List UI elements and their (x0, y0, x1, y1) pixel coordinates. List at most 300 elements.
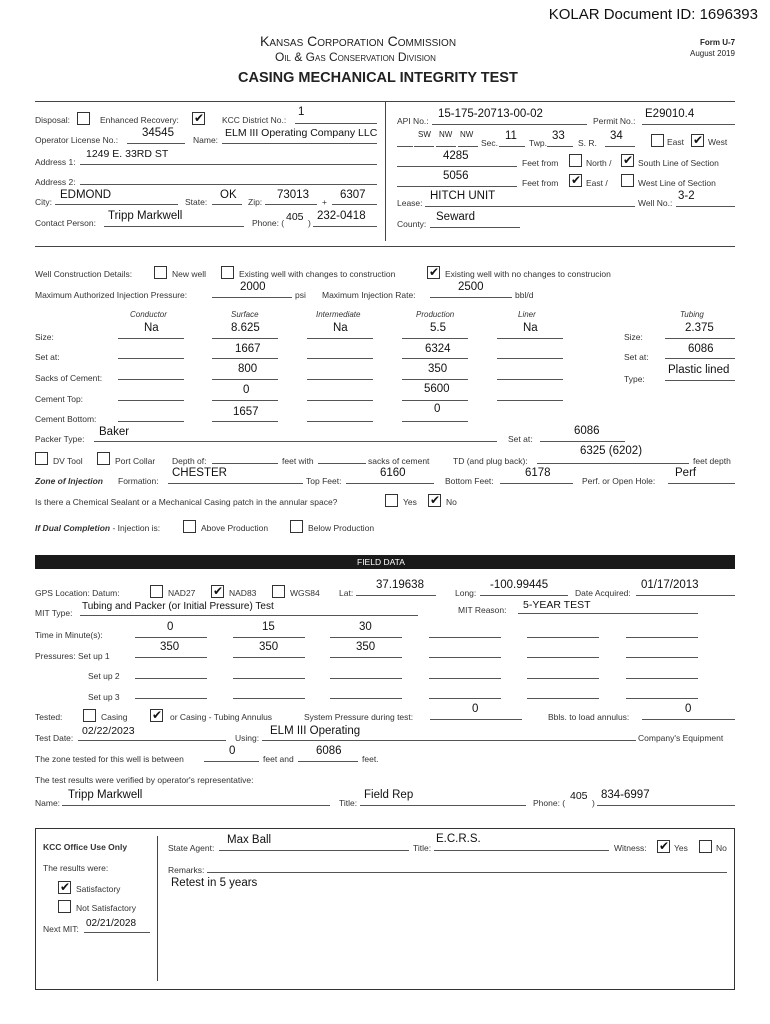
pressure-3[interactable]: 350 (356, 641, 376, 653)
zip4-line (332, 204, 377, 205)
ft1-line (397, 166, 517, 167)
table-cell-line (497, 379, 563, 380)
time-2[interactable]: 15 (262, 621, 275, 633)
table-cell-line (118, 358, 184, 359)
packer-set-label: Set at: (508, 434, 533, 444)
pressure-cell-line (429, 678, 501, 679)
psi-label: psi (295, 290, 306, 300)
range-value[interactable]: 34 (610, 130, 623, 142)
pressure-cell-line (135, 657, 207, 658)
not-satisfactory-checkbox[interactable] (58, 900, 71, 913)
range-line (605, 146, 635, 147)
table-cell-line (212, 358, 278, 359)
table-cell-line (118, 379, 184, 380)
pressure-cell-line (527, 657, 599, 658)
table-cell-line (402, 421, 468, 422)
ft2-value[interactable]: 5056 (443, 170, 469, 182)
col-intermediate: Intermediate (316, 310, 361, 319)
mit-type-value[interactable]: Tubing and Packer (or Initial Pressure) Test (82, 601, 274, 612)
sec-value[interactable]: 11 (505, 130, 517, 142)
new-well-label: New well (172, 269, 207, 279)
dv-tool-label: DV Tool (53, 456, 83, 466)
contact-label: Contact Person: (35, 218, 96, 228)
bottom-feet-value[interactable]: 6178 (525, 467, 551, 479)
table-cell-line (307, 400, 373, 401)
dual-completion-label: If Dual Completion (35, 523, 111, 533)
col-conductor: Conductor (130, 310, 167, 319)
phone-value[interactable]: 232-0418 (317, 210, 366, 222)
nad27-label: NAD27 (168, 588, 196, 598)
operator-name-value[interactable]: ELM III Operating Company LLC (225, 127, 378, 139)
port-collar-label: Port Collar (115, 456, 156, 466)
table-cell-line (497, 338, 563, 339)
company-equipment-label: Company's Equipment (638, 733, 724, 743)
table-cell-line (118, 400, 184, 401)
pressure-2[interactable]: 350 (259, 641, 279, 653)
city-value[interactable]: EDMOND (60, 189, 112, 201)
well-line (676, 206, 735, 207)
sealant-yes-label: Yes (403, 497, 417, 507)
perf-value[interactable]: Perf (675, 467, 697, 479)
zone-to-line (298, 761, 358, 762)
witness-no-label: No (716, 843, 727, 853)
existing-no-changes-label: Existing well with no changes to construcion (445, 269, 611, 279)
existing-no-changes-checkbox[interactable] (427, 266, 440, 279)
pressure-cell-line (626, 637, 698, 638)
commission-name: Kansas Corporation Commission (260, 33, 457, 49)
ft2-line (397, 186, 517, 187)
twp-label: Twp. (529, 138, 547, 148)
casing-tubing-checkbox[interactable] (150, 709, 163, 722)
quarter-sw[interactable]: SW (418, 130, 431, 139)
table-cell-line (307, 379, 373, 380)
operator-name-line (222, 143, 377, 144)
feet-label: feet. (362, 754, 379, 764)
wgs84-label: WGS84 (290, 588, 320, 598)
test-date-value[interactable]: 02/22/2023 (82, 725, 135, 737)
formation-value[interactable]: CHESTER (172, 467, 227, 479)
pressure-cell-line (135, 698, 207, 699)
table-cell-line (307, 421, 373, 422)
table-cell-line (497, 400, 563, 401)
table-cell-line (402, 338, 468, 339)
zone-to-value[interactable]: 6086 (316, 745, 342, 757)
state-label: State: (185, 197, 208, 207)
state-agent-line (219, 850, 409, 851)
state-agent-value[interactable]: Max Ball (227, 834, 272, 846)
north-label: North / (586, 158, 612, 168)
sacks-of-cement-label: sacks of cement (368, 456, 430, 466)
tubing-type-value[interactable]: Plastic lined (668, 364, 730, 376)
mit-type-label: MIT Type: (35, 608, 73, 618)
lease-value[interactable]: HITCH UNIT (430, 190, 496, 202)
pressure-cell-line (135, 678, 207, 679)
twp-value[interactable]: 33 (552, 130, 565, 142)
packer-label: Packer Type: (35, 434, 85, 444)
well-value[interactable]: 3-2 (678, 190, 695, 202)
existing-changes-label: Existing well with changes to construction (239, 269, 396, 279)
tubing-set-line (665, 358, 735, 359)
long-label: Long: (455, 588, 477, 598)
row-bottom-label: Cement Bottom: (35, 414, 97, 424)
surface-sacks[interactable]: 800 (238, 363, 258, 375)
time-3[interactable]: 30 (359, 621, 372, 633)
twp-line (547, 146, 573, 147)
district-label: KCC District No.: (222, 115, 287, 125)
table-cell-line (402, 358, 468, 359)
port-collar-checkbox[interactable] (97, 452, 110, 465)
zip-line (265, 204, 317, 205)
remarks-label: Remarks: (168, 865, 205, 875)
agent-title-label: Title: (413, 843, 432, 853)
ft1-value[interactable]: 4285 (443, 150, 469, 162)
county-label: County: (397, 219, 427, 229)
office-divider (157, 836, 158, 981)
long-line (480, 595, 568, 596)
next-mit-label: Next MIT: (43, 924, 79, 934)
formation-label: Formation: (118, 476, 159, 486)
pressure-cell-line (233, 637, 305, 638)
casing-label: Casing (101, 712, 128, 722)
west-checkbox[interactable] (691, 134, 704, 147)
next-mit-line (84, 932, 150, 933)
production-size[interactable]: 5.5 (430, 322, 446, 334)
system-pressure-label: System Pressure during test: (304, 712, 414, 722)
zip4-value[interactable]: 6307 (340, 189, 366, 201)
rep-phone-line (597, 805, 735, 806)
above-production-label: Above Production (201, 523, 269, 533)
zone-from-line (204, 761, 259, 762)
operator-license-label: Operator License No.: (35, 135, 119, 145)
north-checkbox[interactable] (569, 154, 582, 167)
bbls-label: Bbls. to load annulus: (548, 712, 630, 722)
quarter-nw-2[interactable]: NW (460, 130, 474, 139)
setup3-label: Set up 3 (88, 692, 120, 702)
pressure-cell-line (527, 678, 599, 679)
pressure-1[interactable]: 350 (160, 641, 180, 653)
tested-label: Tested: (35, 712, 63, 722)
api-line (432, 124, 587, 125)
field-data-heading: FIELD DATA (357, 557, 405, 567)
depth-of-label: Depth of: (172, 456, 207, 466)
nad83-label: NAD83 (229, 588, 257, 598)
enhanced-recovery-checkbox[interactable] (192, 112, 205, 125)
permit-line (642, 124, 735, 125)
witness-yes-checkbox[interactable] (657, 840, 670, 853)
table-cell-line (212, 421, 278, 422)
document-id: KOLAR Document ID: 1696393 (548, 6, 758, 23)
south-checkbox[interactable] (621, 154, 634, 167)
tubing-size-line (665, 338, 735, 339)
permit-label: Permit No.: (593, 116, 636, 126)
table-cell-line (402, 400, 468, 401)
west-line-label: West Line of Section (638, 178, 716, 188)
district-value[interactable]: 1 (298, 106, 305, 118)
rep-phone-area[interactable]: 405 (570, 790, 588, 802)
results-label: The results were: (43, 863, 109, 873)
rep-name-label: Name: (35, 798, 61, 808)
operator-license-line (127, 143, 185, 144)
city-line (55, 204, 178, 205)
state-value[interactable]: OK (220, 189, 237, 201)
west-line-checkbox[interactable] (621, 174, 634, 187)
table-cell-line (118, 338, 184, 339)
sec-label: Sec. (481, 138, 499, 148)
phone-line (313, 226, 377, 227)
enhanced-recovery-label: Enhanced Recovery: (100, 115, 179, 125)
quarter-line-3 (436, 146, 456, 147)
pressure-cell-line (233, 698, 305, 699)
using-value[interactable]: ELM III Operating (270, 725, 361, 737)
quarter-line-1 (397, 146, 413, 147)
surface-cement-bottom[interactable]: 1657 (233, 406, 259, 418)
remarks-value[interactable]: Retest in 5 years (171, 877, 258, 889)
agent-title-value[interactable]: E.C.R.S. (436, 833, 481, 845)
zone-of-injection-label: Zone of Injection (35, 476, 103, 486)
zip-label: Zip: (248, 197, 263, 207)
sealant-question: Is there a Chemical Sealant or a Mechanical Casing patch in the annular space? (35, 497, 338, 507)
row-size-label: Size: (35, 332, 54, 342)
max-rate-value[interactable]: 2500 (458, 281, 484, 293)
using-line (262, 740, 636, 741)
pressure-cell-line (626, 657, 698, 658)
mit-reason-label: MIT Reason: (458, 605, 507, 615)
lat-value[interactable]: 37.19638 (376, 579, 424, 591)
lat-label: Lat: (339, 588, 354, 598)
top-feet-label: Top Feet: (306, 476, 342, 486)
table-cell-line (497, 358, 563, 359)
permit-value[interactable]: E29010.4 (645, 108, 695, 120)
pressure-cell-line (330, 698, 402, 699)
mid-rule (35, 246, 735, 247)
time-label: Time in Minute(s): (35, 630, 103, 640)
address1-line (80, 164, 377, 165)
county-line (430, 227, 520, 228)
pressure-cell-line (330, 657, 402, 658)
pressure-cell-line (527, 698, 599, 699)
perf-line (668, 483, 735, 484)
time-1[interactable]: 0 (167, 621, 174, 633)
address2-label: Address 2: (35, 177, 76, 187)
mit-type-line (80, 615, 418, 616)
zip-value[interactable]: 73013 (277, 189, 309, 201)
system-pressure-value[interactable]: 0 (472, 703, 479, 715)
api-value[interactable]: 15-175-20713-00-02 (438, 108, 543, 120)
top-feet-value[interactable]: 6160 (380, 467, 406, 479)
next-mit-value[interactable]: 02/21/2028 (86, 918, 137, 929)
packer-value[interactable]: Baker (99, 426, 130, 438)
form-date: August 2019 (690, 49, 735, 58)
office-use-heading: KCC Office Use Only (43, 842, 128, 852)
td-value[interactable]: 6325 (6202) (580, 445, 643, 457)
conductor-size[interactable]: Na (144, 322, 159, 334)
max-pressure-value[interactable]: 2000 (240, 281, 266, 293)
dual-completion (35, 523, 160, 533)
feet-from-label-2: Feet from (522, 178, 559, 188)
south-label: South Line of Section (638, 158, 719, 168)
county-value[interactable]: Seward (436, 211, 475, 223)
max-pressure-line (212, 297, 292, 298)
west-label: West (708, 137, 728, 147)
construction-details-label: Well Construction Details: (35, 269, 133, 279)
below-production-label: Below Production (308, 523, 375, 533)
bottom-feet-line (500, 483, 573, 484)
bbls-value[interactable]: 0 (685, 703, 692, 715)
witness-label: Witness: (614, 843, 647, 853)
production-cement-top[interactable]: 5600 (424, 383, 450, 395)
sealant-no-checkbox[interactable] (428, 494, 441, 507)
district-line (295, 123, 377, 124)
existing-changes-checkbox[interactable] (221, 266, 234, 279)
east-line-label: East / (586, 178, 608, 188)
intermediate-size[interactable]: Na (333, 322, 348, 334)
production-sacks[interactable]: 350 (428, 363, 448, 375)
zone-from-value[interactable]: 0 (229, 745, 236, 757)
top-divider (385, 101, 386, 241)
rep-name-value[interactable]: Tripp Markwell (68, 789, 143, 801)
packer-set-value[interactable]: 6086 (574, 425, 600, 437)
state-line (212, 204, 242, 205)
bbl-label: bbl/d (515, 290, 534, 300)
nad27-checkbox[interactable] (150, 585, 163, 598)
dv-tool-checkbox[interactable] (35, 452, 48, 465)
col-surface: Surface (231, 310, 259, 319)
table-cell-line (212, 338, 278, 339)
table-cell-line (307, 358, 373, 359)
rep-title-value[interactable]: Field Rep (364, 789, 414, 801)
phone-label: Phone: ( (252, 218, 285, 228)
pressure-cell-line (429, 698, 501, 699)
phone-close: ) (308, 218, 311, 228)
below-production-checkbox[interactable] (290, 520, 303, 533)
production-cement-bottom[interactable]: 0 (434, 403, 441, 415)
dual-completion-rest: - Injection is: (110, 523, 161, 533)
setup2-label: Set up 2 (88, 671, 120, 681)
east-line-checkbox[interactable] (569, 174, 582, 187)
operator-license-value[interactable]: 34545 (142, 127, 174, 139)
disposal-label: Disposal: (35, 115, 70, 125)
pressure-cell-line (429, 657, 501, 658)
row-top-label: Cement Top: (35, 394, 84, 404)
satisfactory-checkbox[interactable] (58, 881, 71, 894)
well-label: Well No.: (638, 198, 673, 208)
surface-size[interactable]: 8.625 (231, 322, 260, 334)
rep-title-line (360, 805, 526, 806)
pressure-cell-line (233, 657, 305, 658)
tubing-set-value[interactable]: 6086 (688, 343, 714, 355)
td-label: TD (and plug back): (453, 456, 528, 466)
test-date-label: Test Date: (35, 733, 74, 743)
table-cell-line (212, 379, 278, 380)
quarter-line-4 (458, 146, 478, 147)
phone-area-value[interactable]: 405 (286, 211, 304, 223)
wgs84-checkbox[interactable] (272, 585, 285, 598)
pressure-cell-line (330, 637, 402, 638)
division-name: Oil & Gas Conservation Division (275, 50, 436, 64)
witness-no-checkbox[interactable] (699, 840, 712, 853)
table-cell-line (307, 338, 373, 339)
row-sacks-label: Sacks of Cement: (35, 373, 103, 383)
east-checkbox[interactable] (651, 134, 664, 147)
satisfactory-label: Satisfactory (76, 884, 121, 894)
gps-label: GPS Location: Datum: (35, 588, 120, 598)
long-value[interactable]: -100.99445 (490, 579, 549, 591)
remarks-line-1 (207, 872, 727, 873)
td-line (537, 463, 689, 464)
date-acquired-label: Date Acquired: (575, 588, 631, 598)
surface-cement-top[interactable]: 0 (243, 384, 250, 396)
feet-depth-label: feet depth (693, 456, 731, 466)
tubing-size-value[interactable]: 2.375 (685, 322, 714, 334)
lease-line (425, 206, 635, 207)
feet-with-label: feet with (282, 456, 314, 466)
address1-value[interactable]: 1249 E. 33RD ST (86, 148, 169, 160)
sacks-line (318, 463, 366, 464)
rep-phone-label: Phone: ( (533, 798, 566, 808)
row-set-label: Set at: (35, 352, 60, 362)
disposal-checkbox[interactable] (77, 112, 90, 125)
col-production: Production (416, 310, 455, 319)
casing-checkbox[interactable] (83, 709, 96, 722)
liner-size[interactable]: Na (523, 322, 538, 334)
packer-line (94, 441, 497, 442)
tubing-set-label: Set at: (624, 352, 649, 362)
date-acquired-value[interactable]: 01/17/2013 (641, 579, 699, 591)
using-label: Using: (235, 733, 260, 743)
col-tubing: Tubing (680, 310, 704, 319)
feet-from-label-1: Feet from (522, 158, 559, 168)
api-label: API No.: (397, 116, 429, 126)
pressure-cell-line (429, 637, 501, 638)
bottom-feet-label: Bottom Feet: (445, 476, 494, 486)
table-cell-line (402, 379, 468, 380)
rep-phone-value[interactable]: 834-6997 (601, 789, 650, 801)
sealant-no-label: No (446, 497, 457, 507)
sealant-yes-checkbox[interactable] (385, 494, 398, 507)
rep-name-line (62, 805, 330, 806)
state-agent-label: State Agent: (168, 843, 215, 853)
production-set[interactable]: 6324 (425, 343, 451, 355)
form-title: CASING MECHANICAL INTEGRITY TEST (238, 70, 518, 86)
max-pressure-label: Maximum Authorized Injection Pressure: (35, 290, 188, 300)
lat-line (356, 595, 436, 596)
col-liner: Liner (518, 310, 536, 319)
surface-set[interactable]: 1667 (235, 343, 261, 355)
verified-statement: The test results were verified by operator's representative: (35, 775, 254, 785)
rep-title-label: Title: (339, 798, 358, 808)
above-production-checkbox[interactable] (183, 520, 196, 533)
zip-plus: + (322, 197, 327, 207)
quarter-nw-1[interactable]: NW (439, 130, 453, 139)
lease-label: Lease: (397, 198, 423, 208)
pressure-cell-line (135, 637, 207, 638)
contact-value[interactable]: Tripp Markwell (108, 210, 183, 222)
table-cell-line (212, 400, 278, 401)
sec-line (499, 146, 525, 147)
tubing-type-line (665, 380, 735, 381)
new-well-checkbox[interactable] (154, 266, 167, 279)
pressure-cell-line (527, 637, 599, 638)
formation-line (168, 483, 303, 484)
pressure-cell-line (330, 678, 402, 679)
nad83-checkbox[interactable] (211, 585, 224, 598)
perf-label: Perf. or Open Hole: (582, 476, 656, 486)
mit-reason-value[interactable]: 5-YEAR TEST (523, 599, 591, 611)
max-rate-line (430, 297, 512, 298)
quarter-line-2 (414, 146, 434, 147)
pressure-cell-line (626, 678, 698, 679)
rep-phone-close: ) (592, 798, 595, 808)
